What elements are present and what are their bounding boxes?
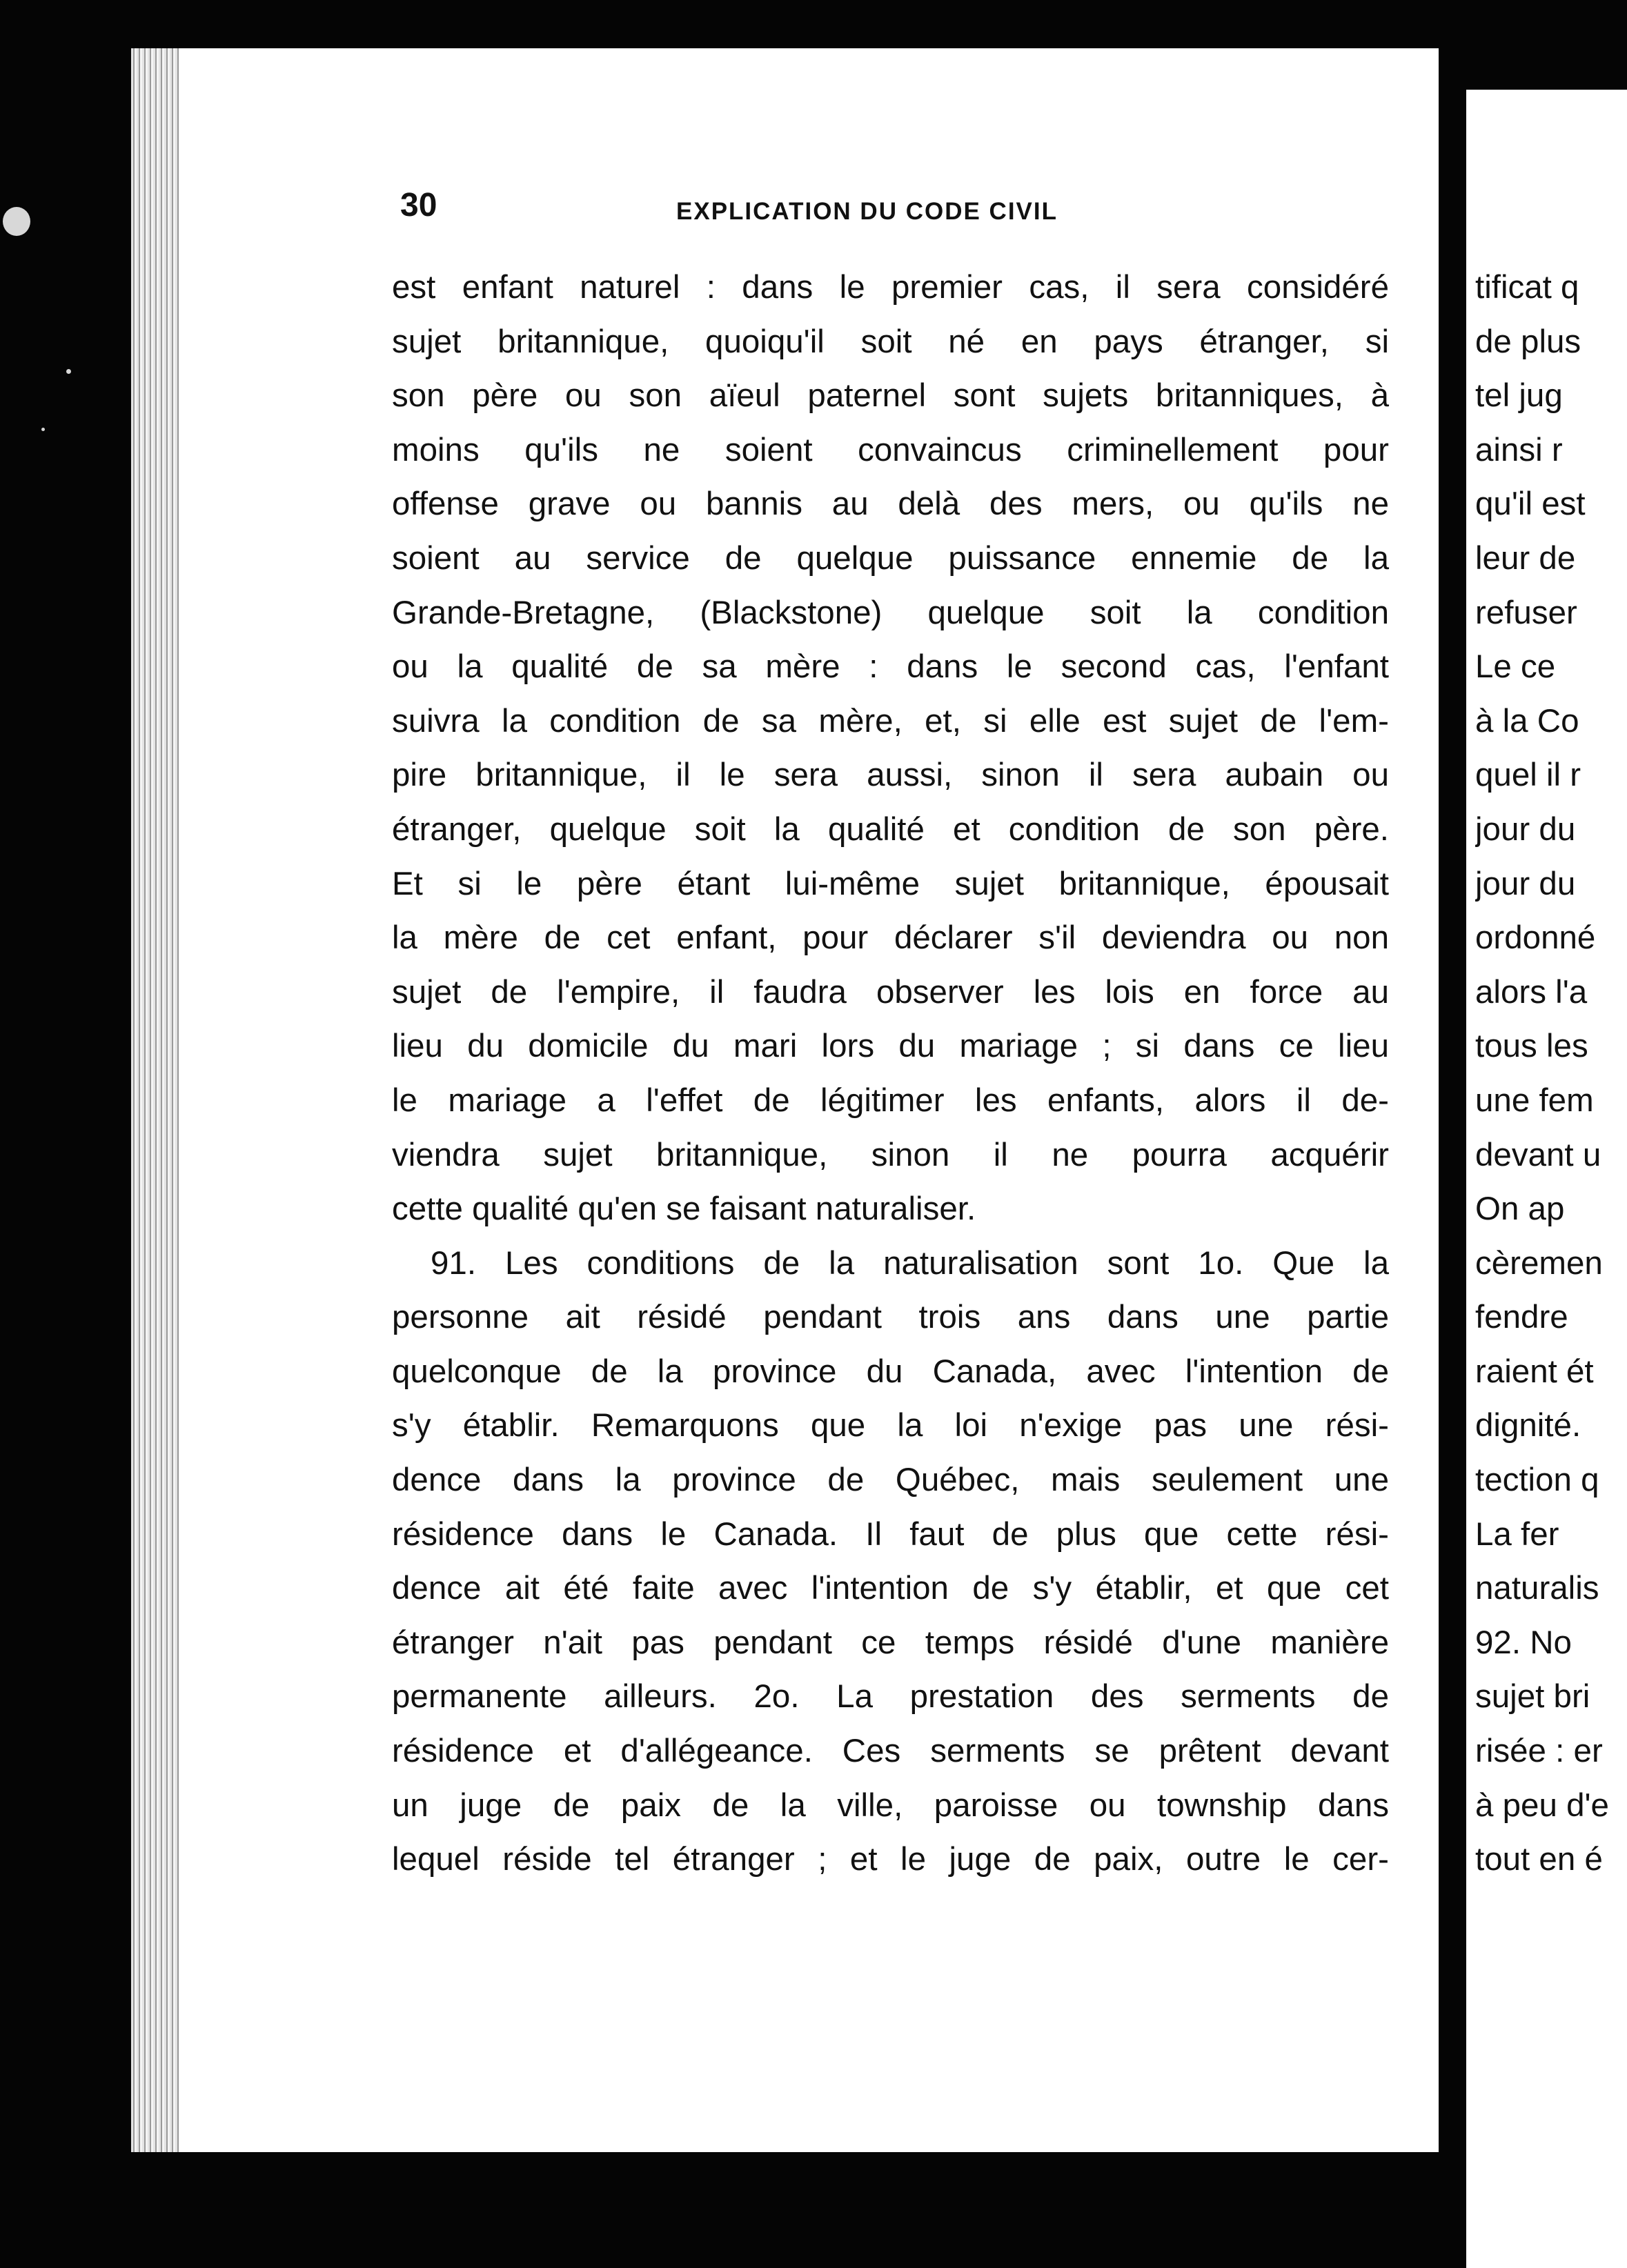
right-text-line: dignité.: [1475, 1407, 1581, 1444]
right-text-line: leur de: [1475, 539, 1576, 577]
right-text-line: une fem: [1475, 1082, 1594, 1119]
right-text-line: ordonné: [1475, 919, 1596, 957]
right-text-line: La fer: [1475, 1515, 1559, 1553]
right-text-line: tout en é: [1475, 1841, 1603, 1878]
text-line: soient au service de quelque puissance ennemie de la: [392, 539, 1389, 577]
text-line: s'y établir. Remarquons que la loi n'exige pas une rési-: [392, 1407, 1389, 1444]
right-text-line: qu'il est: [1475, 486, 1586, 523]
right-text-line: devant u: [1475, 1136, 1601, 1173]
scan-speck: [66, 369, 71, 374]
text-line: moins qu'ils ne soient convaincus criminellement pour: [392, 431, 1389, 468]
right-text-line: sujet bri: [1475, 1678, 1590, 1715]
text-line: lequel réside tel étranger ; et le juge de paix, outre le cer-: [392, 1841, 1389, 1878]
text-line: lieu du domicile du mari lors du mariage ; si dans ce lieu: [392, 1028, 1389, 1065]
right-text-line: tel jug: [1475, 377, 1563, 415]
text-line: résidence dans le Canada. Il faut de plus que cette rési-: [392, 1515, 1389, 1553]
running-head: EXPLICATION DU CODE CIVIL: [676, 198, 1058, 225]
text-line: Et si le père étant lui-même sujet britannique, épousait: [392, 865, 1389, 902]
right-text-line: 92. No: [1475, 1624, 1572, 1661]
article-91-start: 91. Les conditions de la naturalisation sont 1o. Que la: [431, 1244, 1389, 1282]
right-text-line: On ap: [1475, 1191, 1565, 1228]
text-line: sujet de l'empire, il faudra observer les lois en force au: [392, 973, 1389, 1011]
right-text-line: à peu d'e: [1475, 1787, 1609, 1824]
right-text-line: cèremen: [1475, 1244, 1603, 1282]
text-line: offense grave ou bannis au delà des mers, ou qu'ils ne: [392, 486, 1389, 523]
right-text-line: tous les: [1475, 1028, 1588, 1065]
text-line: viendra sujet britannique, sinon il ne pourra acquérir: [392, 1136, 1389, 1173]
right-text-line: de plus: [1475, 323, 1581, 360]
body-text: [392, 261, 1389, 1887]
text-line: résidence et d'allégeance. Ces serments se prêtent devant: [392, 1733, 1389, 1770]
text-line: étranger n'ait pas pendant ce temps résidé d'une manière: [392, 1624, 1389, 1661]
text-line: cette qualité qu'en se faisant naturaliser.: [392, 1191, 976, 1228]
right-text-line: alors l'a: [1475, 973, 1588, 1011]
text-line: ou la qualité de sa mère : dans le second cas, l'enfant: [392, 648, 1389, 686]
scan-speck: [41, 428, 45, 431]
text-line: sujet britannique, quoiqu'il soit né en pays étranger, si: [392, 323, 1389, 360]
text-line: le mariage a l'effet de légitimer les enfants, alors il de-: [392, 1082, 1389, 1119]
text-line: son père ou son aïeul paternel sont sujets britanniques, à: [392, 377, 1389, 415]
right-text-line: fendre: [1475, 1299, 1568, 1336]
right-text-line: quel il r: [1475, 757, 1581, 794]
text-line: dence dans la province de Québec, mais seulement une: [392, 1462, 1389, 1499]
text-line: suivra la condition de sa mère, et, si elle est sujet de l'em-: [392, 702, 1389, 739]
page-number: 30: [400, 187, 437, 223]
text-line: permanente ailleurs. 2o. La prestation des serments de: [392, 1678, 1389, 1715]
right-text-line: refuser: [1475, 594, 1577, 631]
text-line: un juge de paix de la ville, paroisse ou township dans: [392, 1787, 1389, 1824]
right-text-line: jour du: [1475, 865, 1576, 902]
right-text-line: à la Co: [1475, 702, 1579, 739]
right-text-line: raient ét: [1475, 1353, 1594, 1390]
text-line: étranger, quelque soit la qualité et condition de son père.: [392, 810, 1389, 848]
text-line: est enfant naturel : dans le premier cas, il sera considéré: [392, 269, 1389, 306]
scan-speck: [3, 207, 30, 236]
right-text-line: tection q: [1475, 1462, 1599, 1499]
page-edges: [131, 48, 179, 2152]
right-page-text: [1475, 261, 1627, 1887]
text-line: dence ait été faite avec l'intention de s'y établir, et que cet: [392, 1570, 1389, 1607]
text-line: quelconque de la province du Canada, avec l'intention de: [392, 1353, 1389, 1390]
right-text-line: naturalis: [1475, 1570, 1599, 1607]
text-line: pire britannique, il le sera aussi, sinon il sera aubain ou: [392, 757, 1389, 794]
right-text-line: tificat q: [1475, 269, 1579, 306]
text-line: Grande-Bretagne, (Blackstone) quelque soit la condition: [392, 594, 1389, 631]
right-text-line: ainsi r: [1475, 431, 1563, 468]
text-line: personne ait résidé pendant trois ans dans une partie: [392, 1299, 1389, 1336]
right-text-line: Le ce: [1475, 648, 1556, 686]
right-text-line: risée : er: [1475, 1733, 1603, 1770]
text-line: la mère de cet enfant, pour déclarer s'il deviendra ou non: [392, 919, 1389, 957]
right-text-line: jour du: [1475, 810, 1576, 848]
